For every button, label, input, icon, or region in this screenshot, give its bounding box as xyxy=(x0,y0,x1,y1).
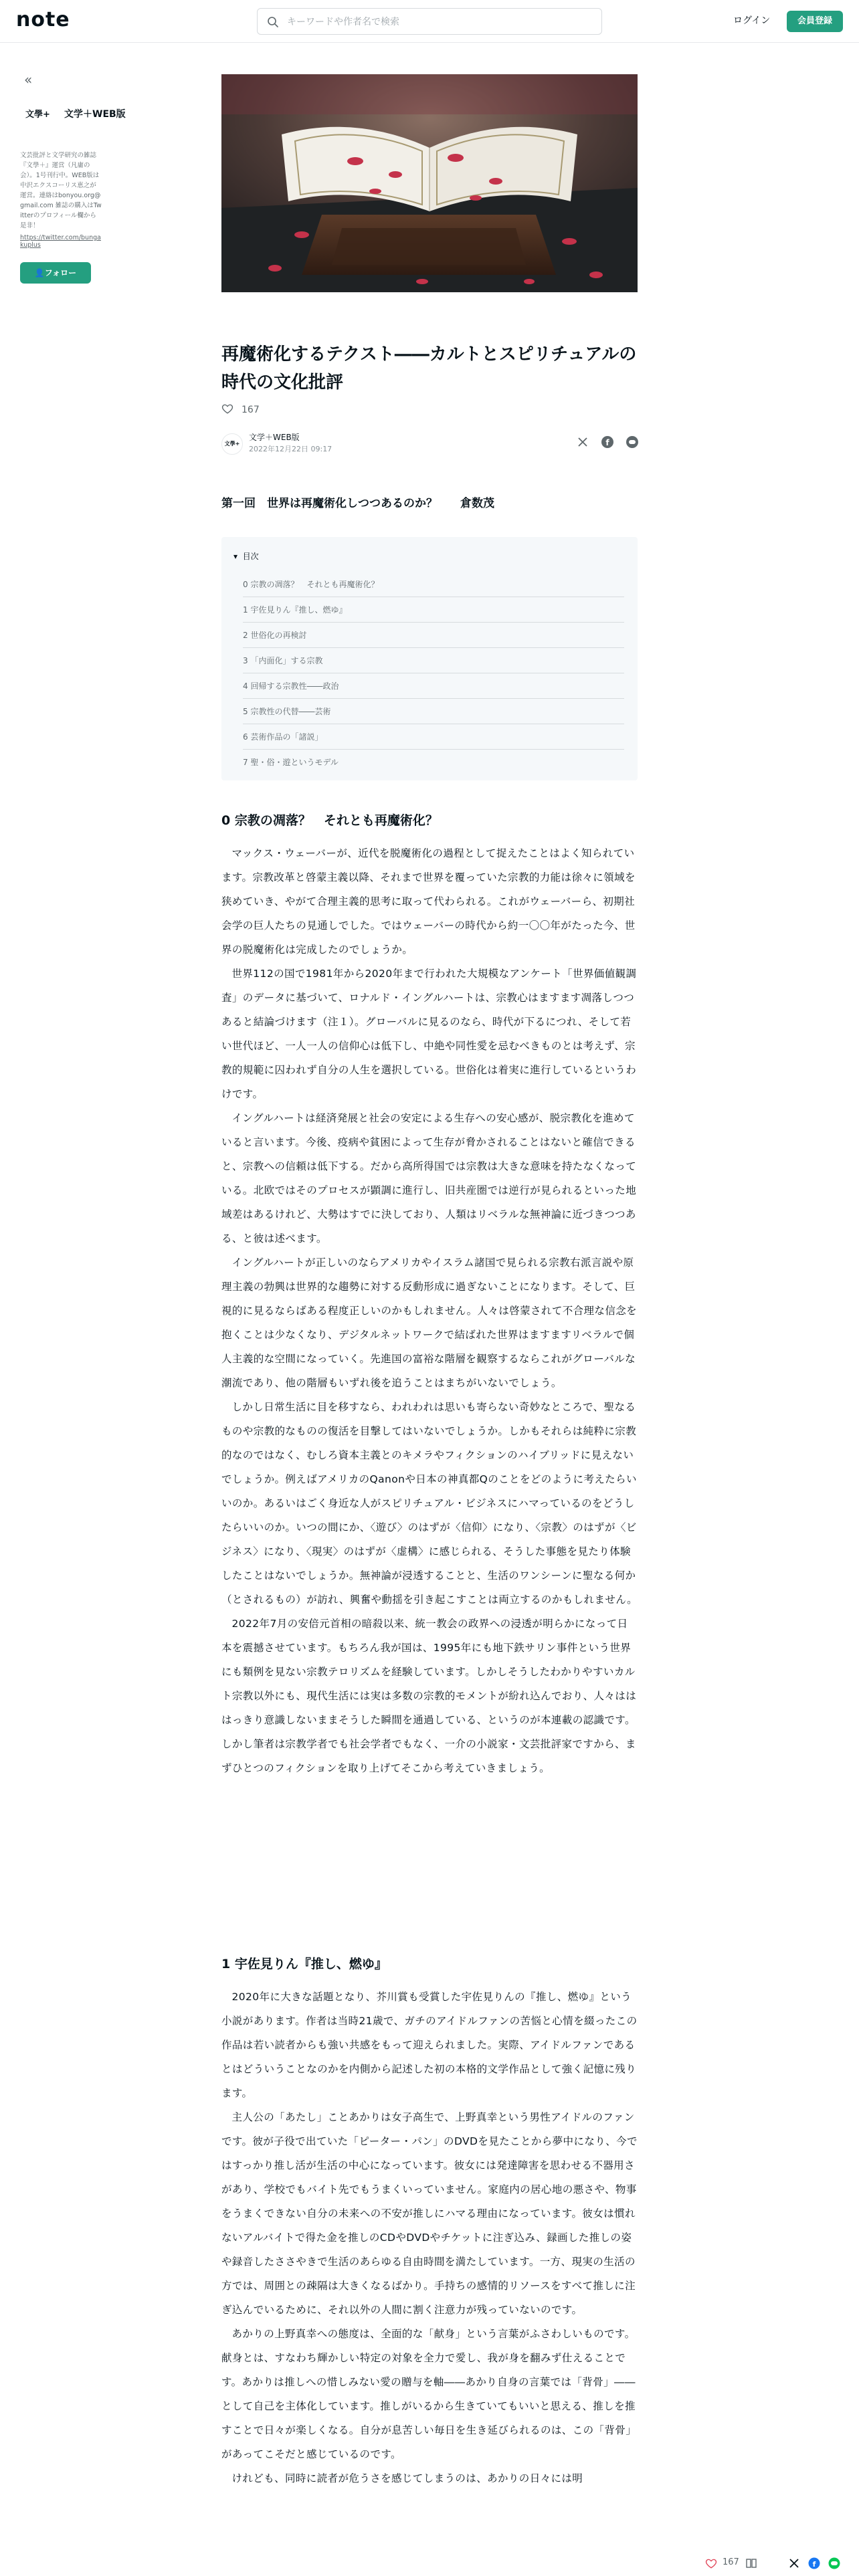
publication-name[interactable]: 文学＋WEB版 xyxy=(64,109,126,120)
paragraph: あかりの上野真幸への態度は、全面的な「献身」という言葉がふさわしいものです。献身とは、すなわち輝かしい特定の対象を全力で愛し、我が身を翻みず仕えることです。あかりは推しへの惜しみない愛の贈与を軸――あかり自身の言葉では「背骨」――として自己を主体化しています。推しがいるから生きていてもいいと思える、推しを推すことで日々が楽しくなる。自分が息苦しい毎日を生き延びられるのは、この「背骨」があってこそだと感じているのです。 xyxy=(221,2328,637,2460)
toc-item[interactable]: 7 聖・俗・遊というモデル xyxy=(243,758,339,767)
collapse-sidebar-icon[interactable]: « xyxy=(24,72,33,88)
add-user-icon: 👤 xyxy=(34,268,45,278)
toc-toggle[interactable] xyxy=(233,550,259,562)
publish-date: 2022年12月22日 09:17 xyxy=(249,445,332,453)
paragraph: イングルハートは経済発展と社会の安定による生存への安心感が、脱宗教化を進めていると言います。今後、疫病や貧困によって生存が脅かされることはないと確信できると、宗教への信頼は低下する。だから高所得国では宗教は大きな意味を持たなくなっている。北欧ではそのプロセスが顕調に進行し、旧共産圏では逆行が見られるといった地域差はあるけれど、大勢はすでに決しており、人類はリベラルな無神論に近づきつつある、と彼は述べます。 xyxy=(221,1112,637,1245)
bookmark-icon[interactable] xyxy=(745,2557,757,2569)
floating-action-bar xyxy=(689,2549,859,2576)
note-logo[interactable]: note xyxy=(16,8,70,31)
toc-item[interactable]: 6 芸術作品の「諸説」 xyxy=(243,724,624,750)
toc-item[interactable]: 5 宗教性の代替――芸術 xyxy=(243,699,624,724)
section-body-0 xyxy=(221,841,638,1780)
paragraph: 世界112の国で1981年から2020年まで行われた大規模なアンケート「世界価値観調査」のデータに基づいて、ロナルド・イングルハートは、宗教心はますます凋落しつつあると結論づけます（注１）。グローバルに見るのなら、時代が下るにつれ、そして若い世代ほど、一人一人の信仰心は低下し、中絶や同性愛を忌むべきものとは考えず、宗教的規範に囚われず自分の人生を選択している。世俗化は着実に進行しているというわけです。 xyxy=(221,968,637,1100)
toc-list xyxy=(243,572,624,775)
heart-icon[interactable] xyxy=(705,2557,717,2569)
caret-down-icon: ▾ xyxy=(233,552,238,561)
toc-title: 目次 xyxy=(242,552,259,561)
toc-item[interactable]: 3 「内面化」する宗教 xyxy=(243,648,624,673)
toc-item[interactable]: 0 宗教の凋落？ それとも再魔術化？ xyxy=(243,572,624,597)
hero-image xyxy=(221,74,638,292)
x-twitter-icon[interactable] xyxy=(788,2557,800,2569)
x-twitter-icon[interactable] xyxy=(576,435,589,449)
avatar[interactable]: 文學+ xyxy=(221,433,243,455)
share-icons xyxy=(568,435,639,451)
toc-item[interactable]: 2 世俗化の再検討 xyxy=(243,623,624,648)
article-title: 再魔術化するテクスト――カルトとスピリチュアルの時代の文化批評 xyxy=(221,344,637,393)
signup-button[interactable]: 会員登録 xyxy=(787,11,843,32)
line-icon[interactable] xyxy=(626,435,639,449)
paragraph: 2022年7月の安倍元首相の暗殺以来、統一教会の政界への浸透が明らかになって日本を震撼させています。もちろん我が国は、1995年にも地下鉄サリン事件という世界にも類例を見ない宗教テロリズムを経験しています。しかしそうしたわかりやすいカルト宗教以外にも、現代生活には実は多数の宗教的モメントが紛れ込んでおり、人々はははっきり意識しないままそうした瞬間を通過している、というのが本連載の認識です。しかし筆者は宗教学者でも社会学者でもなく、一介の小説家・文芸批評家ですから、まずひとつのフィクションを取り上げてそこから考えていきましょう。 xyxy=(221,1618,637,1774)
toc-item[interactable]: 1 宇佐見りん『推し、燃ゆ』 xyxy=(243,597,624,623)
line-icon[interactable] xyxy=(828,2557,840,2569)
top-header xyxy=(0,0,859,43)
heart-icon[interactable] xyxy=(221,403,233,415)
follow-button[interactable] xyxy=(20,262,91,284)
author-name[interactable]: 文学＋WEB版 xyxy=(249,433,300,442)
publication-description: 文芸批評と文学研究の雑誌『文學＋』運営（凡庸の会）。1号刊行中。WEB版は中沢エクスコーリス恵之が運営。連絡はbonyou.org@gmail.com 雑誌の購入はTwitterのプロフィール欄から是非！ xyxy=(20,152,102,229)
search-icon xyxy=(267,16,279,28)
open-book-illustration xyxy=(221,74,638,292)
facebook-icon[interactable] xyxy=(808,2557,820,2569)
publication-twitter-link[interactable]: https://twitter.com/bungakuplus xyxy=(20,234,101,249)
section-heading-0: 0 宗教の凋落？ それとも再魔術化？ xyxy=(221,813,438,828)
svg-text:f: f xyxy=(605,437,609,447)
facebook-icon[interactable] xyxy=(601,435,614,449)
follow-label: フォロー xyxy=(44,268,77,278)
paragraph: けれども、同時に読者が危うさを感じてしまうのは、あかりの日々には明 xyxy=(231,2472,583,2484)
paragraph: 2020年に大きな話題となり、芥川賞も受賞した宇佐見りんの『推し、燃ゆ』という小説があります。作者は当時21歳で、ガチのアイドルファンの苦悩と心情を綴ったこの作品は若い読者からも強い共感をもって迎えられました。実際、アイドルファンであるとはどういうことなのかを内側から記述した初の本格的文学作品として強く記憶に残ります。 xyxy=(221,1991,638,2099)
like-count: 167 xyxy=(242,405,260,415)
publication-logo[interactable]: 文學+ xyxy=(25,110,50,120)
search-input[interactable] xyxy=(287,14,595,30)
paragraph: 主人公の「あたし」ことあかりは女子高生で、上野真幸という男性アイドルのファンです。彼が子役で出ていた「ピーター・パン」のDVDを見たことから夢中になり、今ではすっかり推し活が生活の中心になっています。彼女には発達障害を思わせる不器用さがあり、学校でもバイト先でもうまくいっていません。家庭内の居心地の悪さや、物事をうまくできない自分の未来への不安が推しにハマる理由になっています。彼女は慣れないアルバイトで得た金を推しのCDやDVDやチケットに注ぎ込み、録画した推しの姿や録音したささやきで生活のあらゆる自由時間を満たしています。一方、現実の生活の方では、周囲との疎隔は大きくなるばかり。手持ちの感情的リソースをすべて推しに注ぎ込んでいるために、それ以外の人間に割く注意力が残っていないのです。 xyxy=(221,2111,638,2316)
svg-text:f: f xyxy=(812,2560,816,2569)
login-link[interactable]: ログイン xyxy=(733,15,771,26)
like-count: 167 xyxy=(723,2557,739,2567)
series-heading: 第一回 世界は再魔術化しつつあるのか？ 倉数茂 xyxy=(221,497,494,510)
paragraph: しかし日常生活に目を移すなら、われわれは思いも寄らない奇妙なところで、聖なるものや宗教的なものの復活を目撃してはいないでしょうか。しかもそれらは純粋に宗教的なのではなく、むしろ資本主義とのキメラやフィクションのハイブリッドに見えないでしょうか。例えばアメリカのQanonや日本の神真都Qのことをどのように考えたらいいのか。あるいはごく身近な人がスピリチュアル・ビジネスにハマっているのをどうしたらいいのか。いつの間にか、〈遊び〉のはずが〈信仰〉になり、〈宗教〉のはずが〈ビジネス〉になり、〈現実〉のはずが〈虚構〉に感じられる、そうした事態を見たり体験したことはないでしょうか。無神論が浸透することと、生活のワンシーンに聖なる何か（とされるもの）が訪れ、興奮や動揺を引き起こすことは両立するのかもしれません。 xyxy=(221,1401,638,1606)
section-body-1 xyxy=(221,1985,638,2490)
like-counter[interactable] xyxy=(221,403,260,419)
section-heading-1: 1 宇佐見りん『推し、燃ゆ』 xyxy=(221,1957,387,1971)
search-box[interactable] xyxy=(257,8,602,35)
toc-item[interactable]: 4 回帰する宗教性――政治 xyxy=(243,673,624,699)
table-of-contents xyxy=(221,537,638,780)
paragraph: マックス・ウェーバーが、近代を脱魔術化の過程として捉えたことはよく知られています。宗教改革と啓蒙主義以降、それまで世界を覆っていた宗教的力能は徐々に領域を狭めていき、やがて合理主義的思考に取って代わられる。これがウェーバーら、初期社会学の巨人たちの見通しでした。ではウェーバーの時代から約一〇〇年がたった今、世界の脱魔術化は完成したのでしょうか。 xyxy=(221,847,636,956)
paragraph: イングルハートが正しいのならアメリカやイスラム諸国で見られる宗教右派言説や原理主義の勃興は世界的な趨勢に対する反動形成に過ぎないことになります。そして、巨視的に見るならばある程度正しいのかもしれません。人々は啓蒙されて不合理な信念を抱くことは少なくなり、デジタルネットワークで結ばれた世界はますますリベラルで個人主義的な空間になっていく。先進国の富裕な階層を観察するならこれがグローバルな潮流であり、他の階層もいずれ後を追うことはまちがいないでしょう。 xyxy=(221,1257,638,1389)
